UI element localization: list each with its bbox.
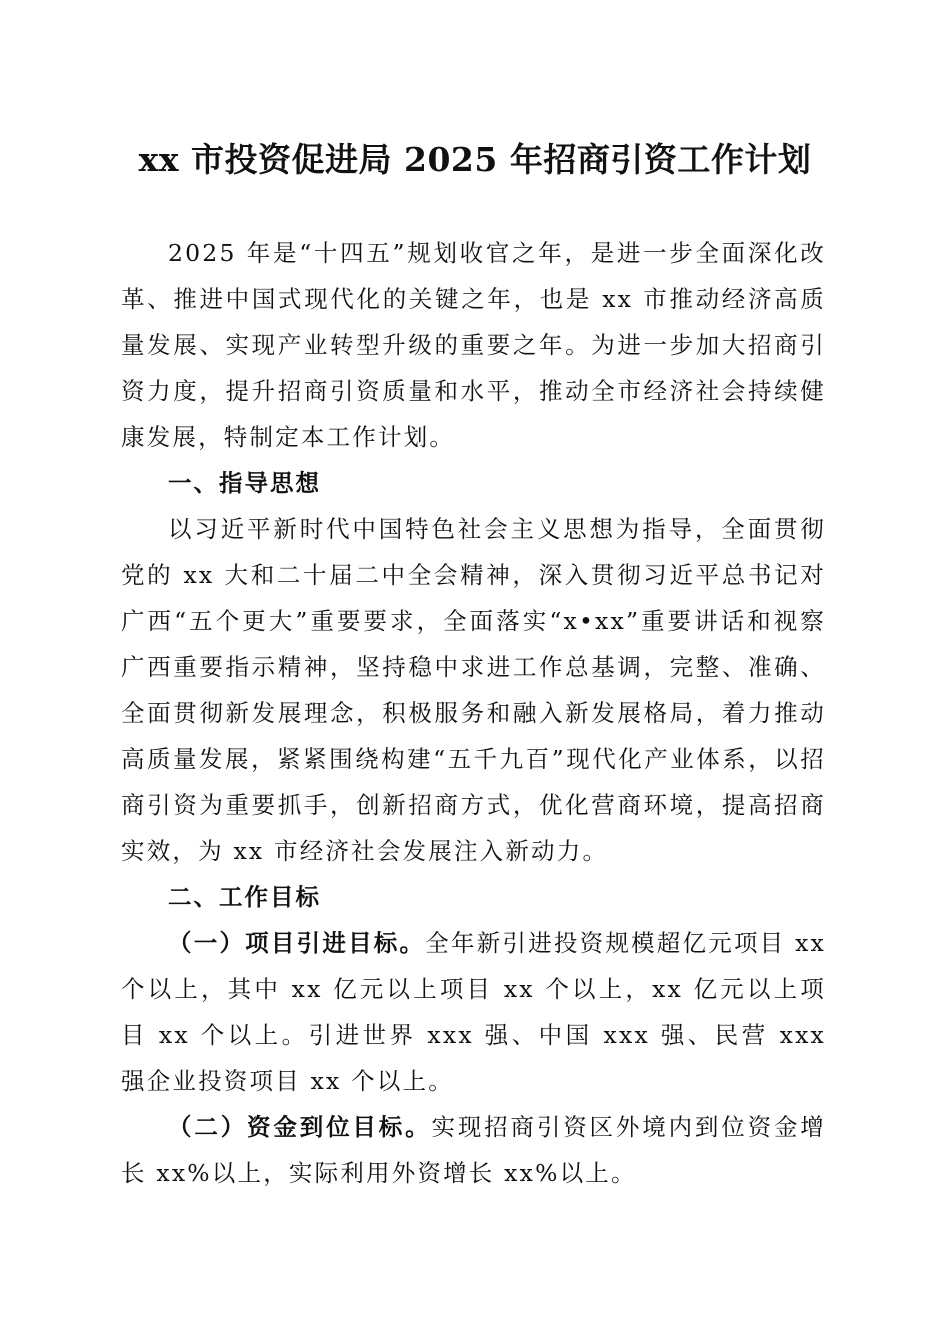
funding-goal-label: （二）资金到位目标。 bbox=[168, 1113, 432, 1141]
project-goal-text: 全年新引进投资规模超亿元项目 xx 个以上，其中 xx 亿元以上项目 xx 个以上，xx 亿元以上项目 xx 个以上。引进世界 xxx 强、中国 xxx 强、民营 xxx 强企业投资项目 xx 个以上。 bbox=[121, 929, 826, 1095]
section-heading-work-goals: 二、工作目标 bbox=[168, 883, 321, 911]
funding-goal-paragraph bbox=[121, 1104, 826, 1196]
guiding-ideology-paragraph: 以习近平新时代中国特色社会主义思想为指导，全面贯彻党的 xx 大和二十届二中全会精神，深入贯彻习近平总书记对广西“五个更大”重要要求，全面落实“x•xx”重要讲话和视察广西重要指示精神，坚持稳中求进工作总基调，完整、准确、全面贯彻新发展理念，积极服务和融入新发展格局，着力推动高质量发展，紧紧围绕构建“五千九百”现代化产业体系，以招商引资为重要抓手，创新招商方式，优化营商环境，提高招商实效，为 xx 市经济社会发展注入新动力。 bbox=[121, 515, 826, 865]
section-heading-guiding-ideology: 一、指导思想 bbox=[168, 469, 321, 497]
project-goal-paragraph bbox=[121, 920, 826, 1104]
document-body bbox=[121, 230, 826, 1196]
intro-paragraph: 2025 年是“十四五”规划收官之年，是进一步全面深化改革、推进中国式现代化的关键之年，也是 xx 市推动经济高质量发展、实现产业转型升级的重要之年。为进一步加大招商引资力度，提升招商引资质量和水平，推动全市经济社会持续健康发展，特制定本工作计划。 bbox=[121, 239, 826, 451]
project-goal-label: （一）项目引进目标。 bbox=[168, 929, 426, 957]
funding-goal-text: 实现招商引资区外境内到位资金增长 xx%以上，实际利用外资增长 xx%以上。 bbox=[121, 1113, 827, 1187]
page-title: xx 市投资促进局 2025 年招商引资工作计划 bbox=[138, 140, 812, 179]
